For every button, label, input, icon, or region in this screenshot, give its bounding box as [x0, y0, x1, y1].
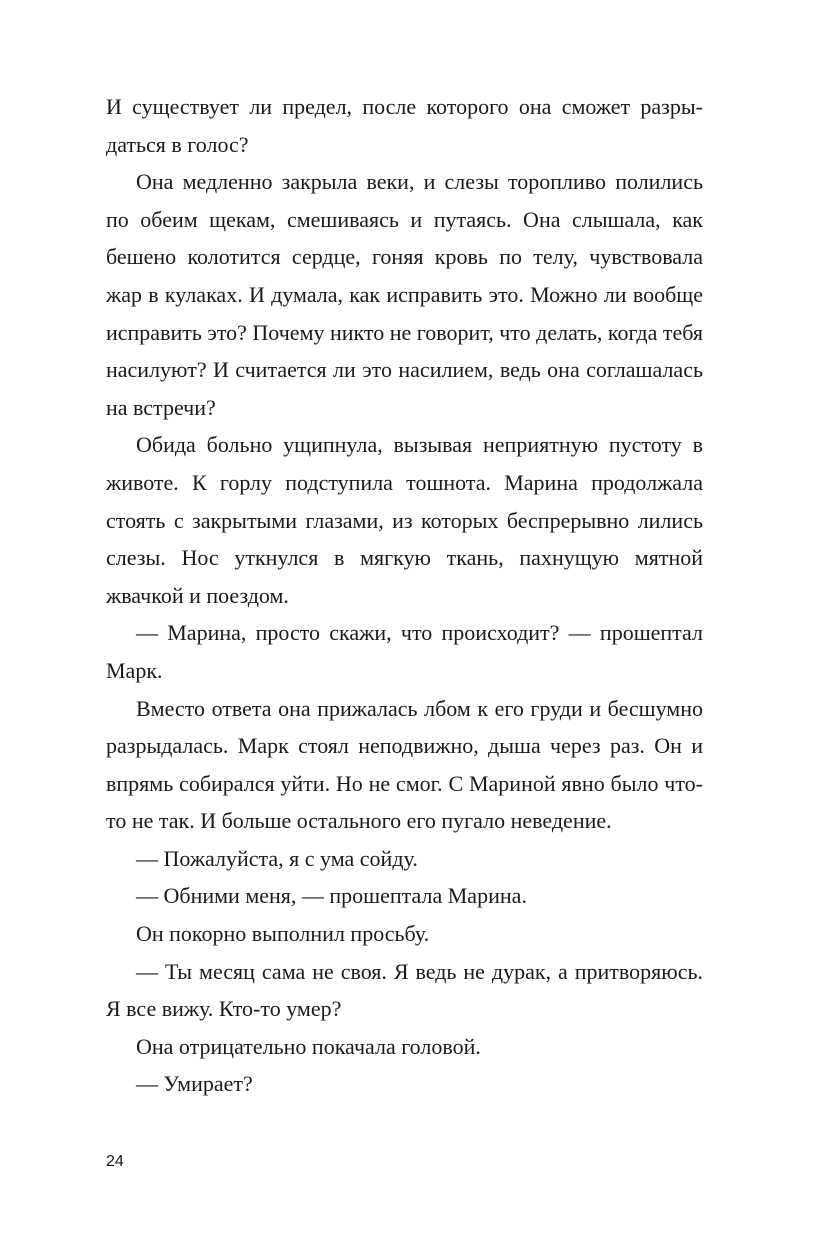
paragraph: Вместо ответа она прижалась лбом к его груди и бесшумно разрыдалась. Марк стоял неподвижно, дыша через раз. Он и впрямь собирался уйти. Но не смог. С Мариной явно было что-то не так. И больше остального его пугало неведение. — [106, 695, 703, 834]
page-number: 24 — [106, 1153, 124, 1170]
dialogue-line: — Марина, просто скажи, что происходит? — прошептал Марк. — [106, 620, 703, 683]
body-text — [106, 88, 703, 1103]
dialogue-line: — Ты месяц сама не своя. Я ведь не дурак, а притворяюсь. Я все вижу. Кто-то умер? — [106, 958, 703, 1022]
dialogue-line: — Обними меня, — прошептала Марина. — [136, 883, 527, 909]
dialogue-line: — Умирает? — [136, 1071, 253, 1097]
paragraph-continuation: И существует ли предел, после которого она сможет разрыдаться в голос? — [106, 94, 703, 157]
paragraph: Она медленно закрыла веки, и слезы торопливо полились по обеим щекам, смешиваясь и путаясь. Она слышала, как бешено колотится сердце, гоняя кровь по телу, чувствовала жар в кулаках. И думала, как исправить это. Можно ли вообще исправить это? Почему никто не говорит, что делать, когда тебя насилуют? И считается ли это насилием, ведь она соглашалась на встречи? — [106, 169, 704, 420]
paragraph: Обида больно ущипнула, вызывая неприятную пустоту в животе. К горлу подступила тошнота. Марина продолжала стоять с закрытыми глазами, из которых беспрерывно лились слезы. Нос уткнулся в мягкую ткань, пахнущую мятной жвачкой и поездом. — [106, 432, 703, 608]
paragraph: Он покорно выполнил просьбу. — [136, 921, 430, 947]
paragraph: Она отрицательно покачала головой. — [136, 1033, 481, 1059]
dialogue-line: — Пожалуйста, я с ума сойду. — [136, 845, 418, 871]
